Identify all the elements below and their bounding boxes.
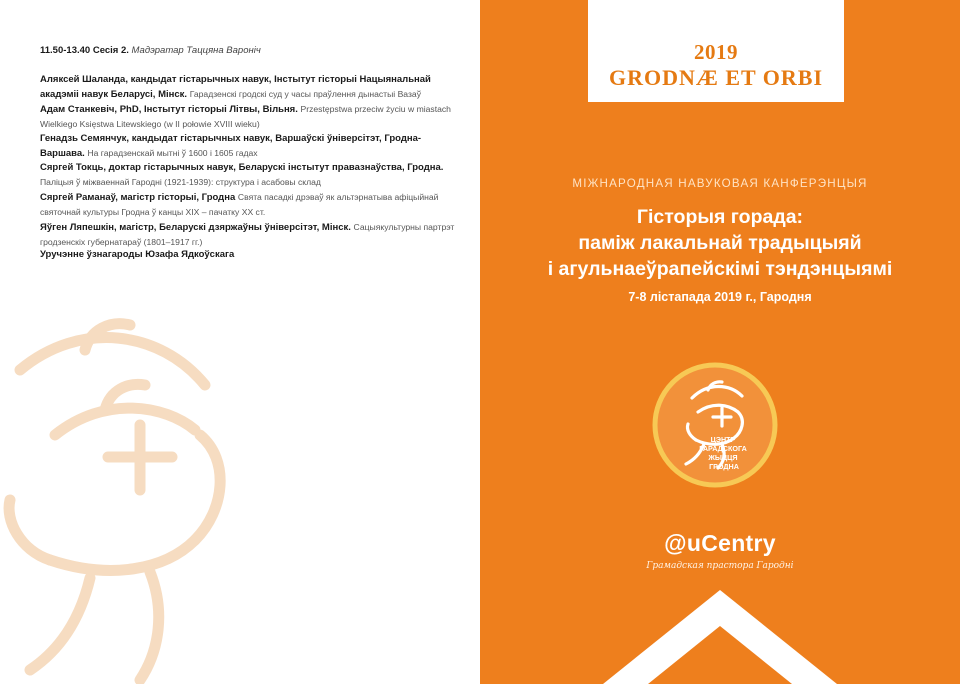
chevron-decoration-icon [480, 580, 960, 684]
right-page-cover [480, 0, 960, 684]
talk-title: На гарадзенскай мытні ў 1600 і 1605 гадах [87, 148, 258, 158]
session-time: 11.50-13.40 [40, 45, 91, 56]
conference-type: МІЖНАРОДНАЯ НАВУКОВАЯ КАНФЕРЭНЦЫЯ [572, 177, 868, 190]
talk-title: Гарадзенскі гродскі суд у часы праўлення дынастыі Вазаў [189, 89, 422, 99]
emblem-text-line: ЦЭНТР [710, 435, 736, 444]
conference-title-line: і агульнаеўрапейскімі тэндэнцыямі [547, 258, 893, 280]
title-box [588, 0, 844, 102]
talk-title: Сацыякультурны партрэт гродзенскіх губернатараў (1801–1917 гг.) [40, 222, 455, 247]
brand-tagline: Грамадская прастора Гародні [646, 561, 794, 571]
talk-title: Przestępstwa przeciw życiu w miastach Wielkiego Księstwa Litewskiego (w II połowie XVIII wieku) [40, 104, 451, 129]
conference-date: 7-8 лістапада 2019 г., Гародня [628, 290, 812, 304]
city-center-emblem [650, 360, 780, 490]
deer-watermark-icon [0, 310, 290, 684]
talk-item [40, 132, 458, 161]
title-year: 2019 [694, 40, 738, 64]
talk-author: Генадзь Семянчук, кандыдат гістарычных навук, Варшаўскі ўніверсітэт, Гродна-Варшава. [40, 133, 422, 159]
talk-item [40, 161, 458, 190]
session-label: Сесія 2. [92, 45, 129, 56]
talk-item [40, 190, 458, 220]
emblem-text-line: ГРОДНА [709, 462, 739, 471]
talk-author: Сяргей Раманаў, магістр гісторыі, Гродна [40, 192, 236, 203]
talk-author: Адам Станкевіч, PhD, Інстытут гісторыі Літвы, Вільня. [40, 104, 298, 115]
talk-title: Свята пасадкі дрэваў як альтэрнатыва афіцыйнай святочнай культуры Гродна ў канцы XIX – пачатку XX ст. [40, 192, 439, 217]
talk-title: Паліцыя ў міжваеннай Гародні (1921-1939): структура і асабовы склад [40, 177, 321, 187]
conference-title-line: Гісторыя горада: [636, 206, 804, 228]
conference-title-line: паміж лакальнай традыцыяй [578, 232, 862, 254]
talk-author: Яўген Ляпешкін, магістр, Беларускі дзяржаўны ўніверсітэт, Мінск. [40, 222, 351, 233]
session-moderator: Мадэратар Таццяна Вароніч [131, 45, 261, 56]
session-header [40, 45, 261, 56]
talk-list [40, 73, 458, 250]
title-name: GRODNÆ ET ORBI [608, 65, 824, 90]
brand-logo: @uCentry [664, 530, 776, 556]
talk-author: Аляксей Шаланда, кандыдат гістарычных навук, Інстытут гісторыі Нацыянальнай акадэміі навук Беларусі, Мінск. [40, 74, 431, 100]
emblem-text-line: ЖЫЦЦЯ [708, 453, 738, 462]
talk-item [40, 220, 458, 250]
talk-author: Сяргей Токць, доктар гістарычных навук, Беларускі інстытут правазнаўства, Гродна. [40, 162, 444, 173]
emblem-text-line: ГАРАДСКОГА [699, 444, 747, 453]
award-announcement: Уручэнне ўзнагароды Юзафа Ядкоўскага [40, 249, 235, 260]
talk-item [40, 73, 458, 102]
conference-title [480, 204, 960, 282]
talk-item [40, 102, 458, 132]
